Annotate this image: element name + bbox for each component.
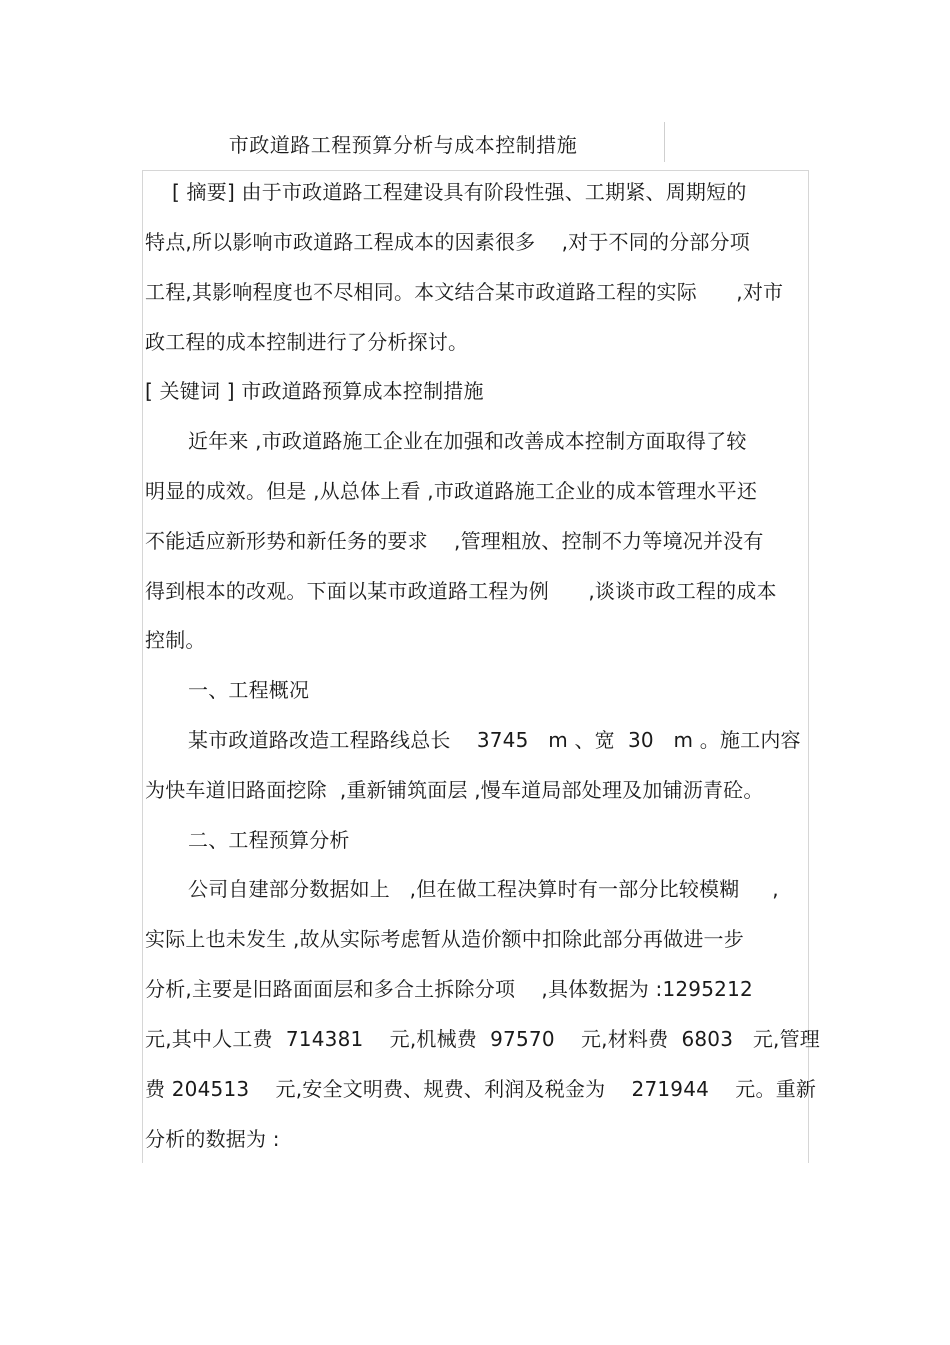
overview-line-1: 某市政道路改造工程路线总长 3745 m 、宽 30 m 。施工内容	[188, 728, 801, 752]
overview-line-2: 为快车道旧路面挖除 ,重新铺筑面层 ,慢车道局部处理及加铺沥青砼。	[145, 778, 764, 802]
abstract-line-4: 政工程的成本控制进行了分析探讨。	[145, 330, 469, 354]
text-frame	[142, 170, 820, 1163]
budget-line-1: 公司自建部分数据如上 ,但在做工程决算时有一部分比较模糊 ,	[188, 877, 779, 901]
title-divider	[664, 122, 665, 162]
intro-line-1: 近年来 ,市政道路施工企业在加强和改善成本控制方面取得了较	[188, 429, 747, 453]
abstract-line-2: 特点,所以影响市政道路工程成本的因素很多 ,对于不同的分部分项	[145, 230, 750, 254]
budget-line-4: 元,其中人工费 714381 元,机械费 97570 元,材料费 6803 元,管理	[145, 1027, 820, 1051]
intro-line-4: 得到根本的改观。下面以某市政道路工程为例 ,谈谈市政工程的成本	[145, 579, 777, 603]
abstract-line-3: 工程,其影响程度也不尽相同。本文结合某市政道路工程的实际 ,对市	[145, 280, 784, 304]
document-title: 市政道路工程预算分析与成本控制措施	[228, 133, 578, 157]
section-heading-2: 二、工程预算分析	[188, 828, 350, 852]
budget-line-5: 费 204513 元,安全文明费、规费、利润及税金为 271944 元。重新	[145, 1077, 817, 1101]
budget-line-6: 分析的数据为 :	[145, 1127, 280, 1151]
section-heading-1: 一、工程概况	[188, 678, 310, 702]
budget-line-3: 分析,主要是旧路面面层和多合土拆除分项 ,具体数据为 :1295212	[145, 977, 753, 1001]
intro-line-5: 控制。	[145, 628, 206, 652]
intro-line-3: 不能适应新形势和新任务的要求 ,管理粗放、控制不力等境况并没有	[145, 529, 764, 553]
intro-line-2: 明显的成效。但是 ,从总体上看 ,市政道路施工企业的成本管理水平还	[145, 479, 758, 503]
abstract-line-1: [ 摘要] 由于市政道路工程建设具有阶段性强、工期紧、周期短的	[172, 180, 747, 204]
keywords-line: [ 关键词 ] 市政道路预算成本控制措施	[145, 379, 484, 403]
budget-line-2: 实际上也未发生 ,故从实际考虑暂从造价额中扣除此部分再做进一步	[145, 927, 744, 951]
